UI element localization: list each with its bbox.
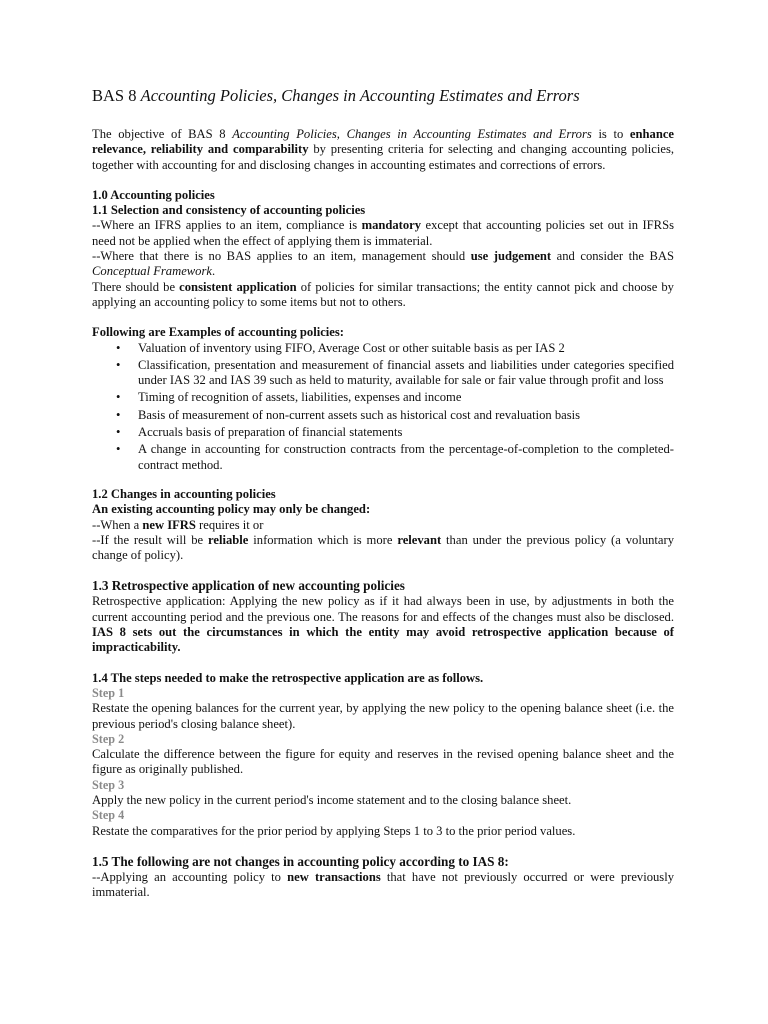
intro-text: The objective of BAS 8: [92, 127, 233, 141]
intro-text: by presenting criteria for selecting and changing accounting policies, together with accounting for and disclosing changes in accounting estimates and corrections of errors.: [92, 142, 674, 172]
text-run: --Where an IFRS applies to an item, compliance is: [92, 218, 362, 233]
section-heading-1-0: 1.0 Accounting policies: [92, 187, 215, 202]
intro-italic: Accounting Policies, Changes in Accounting Estimates and Errors: [232, 127, 592, 141]
list-item-text: Valuation of inventory using FIFO, Average Cost or other suitable basis as per IAS 2: [138, 340, 565, 355]
list-item: [92, 358, 674, 389]
text-run: --Applying an accounting policy to: [92, 869, 288, 884]
text-run: : Applying the new policy as if it had always been in use, by adjustments in both the current accounting period and the previous one. The reasons for and effects of the changes must also be disclosed.: [92, 594, 675, 624]
title-italic: Accounting Policies, Changes in Accounting Estimates and Errors: [140, 86, 580, 105]
paragraph-reliable: [92, 533, 674, 564]
text-run: that have not previously occurred or were previously immaterial.: [92, 869, 675, 900]
bold-run: relevant: [397, 532, 442, 547]
list-item: [92, 390, 674, 405]
paragraph-retrospective: [92, 594, 674, 655]
bold-run: IAS 8 sets out the circumstances in which the entity may avoid retrospective application because of impracticability.: [92, 625, 674, 655]
text-run: --If the result will be: [92, 532, 209, 547]
list-item: [92, 408, 674, 423]
list-item-text: Timing of recognition of assets, liabilities, expenses and income: [138, 390, 462, 405]
subheading-may-be-changed: An existing accounting policy may only be changed:: [92, 502, 371, 517]
step-label: Step 1: [92, 685, 125, 700]
section-heading-1-3: 1.3 Retrospective application of new accounting policies: [92, 578, 405, 594]
examples-list: [92, 341, 674, 473]
section-heading-1-1: 1.1 Selection and consistency of accounting policies: [92, 203, 366, 218]
step-text: Calculate the difference between the figure for equity and reserves in the revised opening balance sheet and the figure as originally published.: [92, 747, 674, 777]
bold-run: new IFRS: [142, 517, 196, 532]
examples-heading: Following are Examples of accounting policies:: [92, 325, 344, 340]
step-label: Step 3: [92, 777, 125, 792]
step-label: Step 2: [92, 731, 125, 746]
text-run: than under the previous policy (a voluntary change of policy).: [92, 532, 674, 563]
list-item-text: Basis of measurement of non-current assets such as historical cost and revaluation basis: [138, 407, 581, 422]
text-run: except that accounting policies set out in IFRSs need not be applied when the effect of applying them is immaterial.: [92, 218, 674, 248]
paragraph-new-transactions: [92, 870, 674, 901]
bullet-icon: •: [116, 340, 121, 355]
paragraph-no-bas: [92, 249, 674, 280]
list-item-text: A change in accounting for construction contracts from the percentage-of-completion to the completed-contract method.: [138, 442, 674, 472]
section-heading-1-5: 1.5 The following are not changes in accounting policy according to IAS 8:: [92, 853, 509, 869]
list-item: [92, 341, 674, 356]
list-item-text: Classification, presentation and measurement of financial assets and liabilities under categories specified under IAS 32 and IAS 39 such as held to maturity, available for sale or fair value through profit and loss: [138, 357, 674, 388]
step-label: Step 4: [92, 808, 125, 823]
text-run: requires it or: [195, 517, 264, 532]
bullet-icon: •: [116, 442, 121, 457]
list-item: [92, 425, 674, 440]
bullet-icon: •: [116, 390, 121, 405]
section-heading-1-4: 1.4 The steps needed to make the retrospective application are as follows.: [92, 670, 484, 685]
bullet-icon: •: [116, 357, 121, 372]
text-run: of policies for similar transactions; the entity cannot pick and choose by applying an accounting policy to some items but not to others.: [92, 279, 674, 309]
text-run: and consider the BAS: [551, 249, 674, 264]
step-text: Apply the new policy in the current period's income statement and to the closing balance sheet.: [92, 792, 572, 807]
bullet-icon: •: [116, 425, 121, 440]
text-run: information which is more: [248, 532, 398, 547]
step-text: Restate the comparatives for the prior period by applying Steps 1 to 3 to the prior period values.: [92, 823, 576, 838]
text-run: .: [211, 264, 216, 279]
intro-bold: enhance relevance, reliability and comparability: [92, 127, 674, 157]
bold-run: consistent application: [179, 279, 297, 294]
document-title: [92, 86, 674, 106]
bold-run: use judgement: [470, 249, 552, 264]
paragraph-new-ifrs: [92, 518, 674, 533]
text-run: --Where that there is no BAS applies to an item, management should: [92, 249, 471, 264]
section-heading-1-2: 1.2 Changes in accounting policies: [92, 486, 276, 501]
text-run: There should be: [92, 279, 180, 294]
bold-run: mandatory: [361, 218, 422, 233]
text-run: Retrospective application: [92, 594, 222, 609]
bold-run: new transactions: [287, 869, 381, 884]
paragraph-consistent: [92, 280, 674, 311]
text-run: --When a: [92, 517, 143, 532]
title-prefix: BAS 8: [92, 86, 141, 105]
list-item-text: Accruals basis of preparation of financial statements: [138, 425, 403, 440]
paragraph-ifrs-applies: [92, 218, 674, 249]
bullet-icon: •: [116, 407, 121, 422]
italic-run: Conceptual Framework: [92, 264, 212, 279]
intro-text: is to: [591, 127, 630, 141]
step-text: Restate the opening balances for the current year, by applying the new policy to the opening balance sheet (i.e. the previous period's closing balance sheet).: [92, 701, 674, 731]
intro-paragraph: [92, 127, 674, 173]
bold-run: reliable: [208, 532, 249, 547]
list-item: [92, 442, 674, 473]
